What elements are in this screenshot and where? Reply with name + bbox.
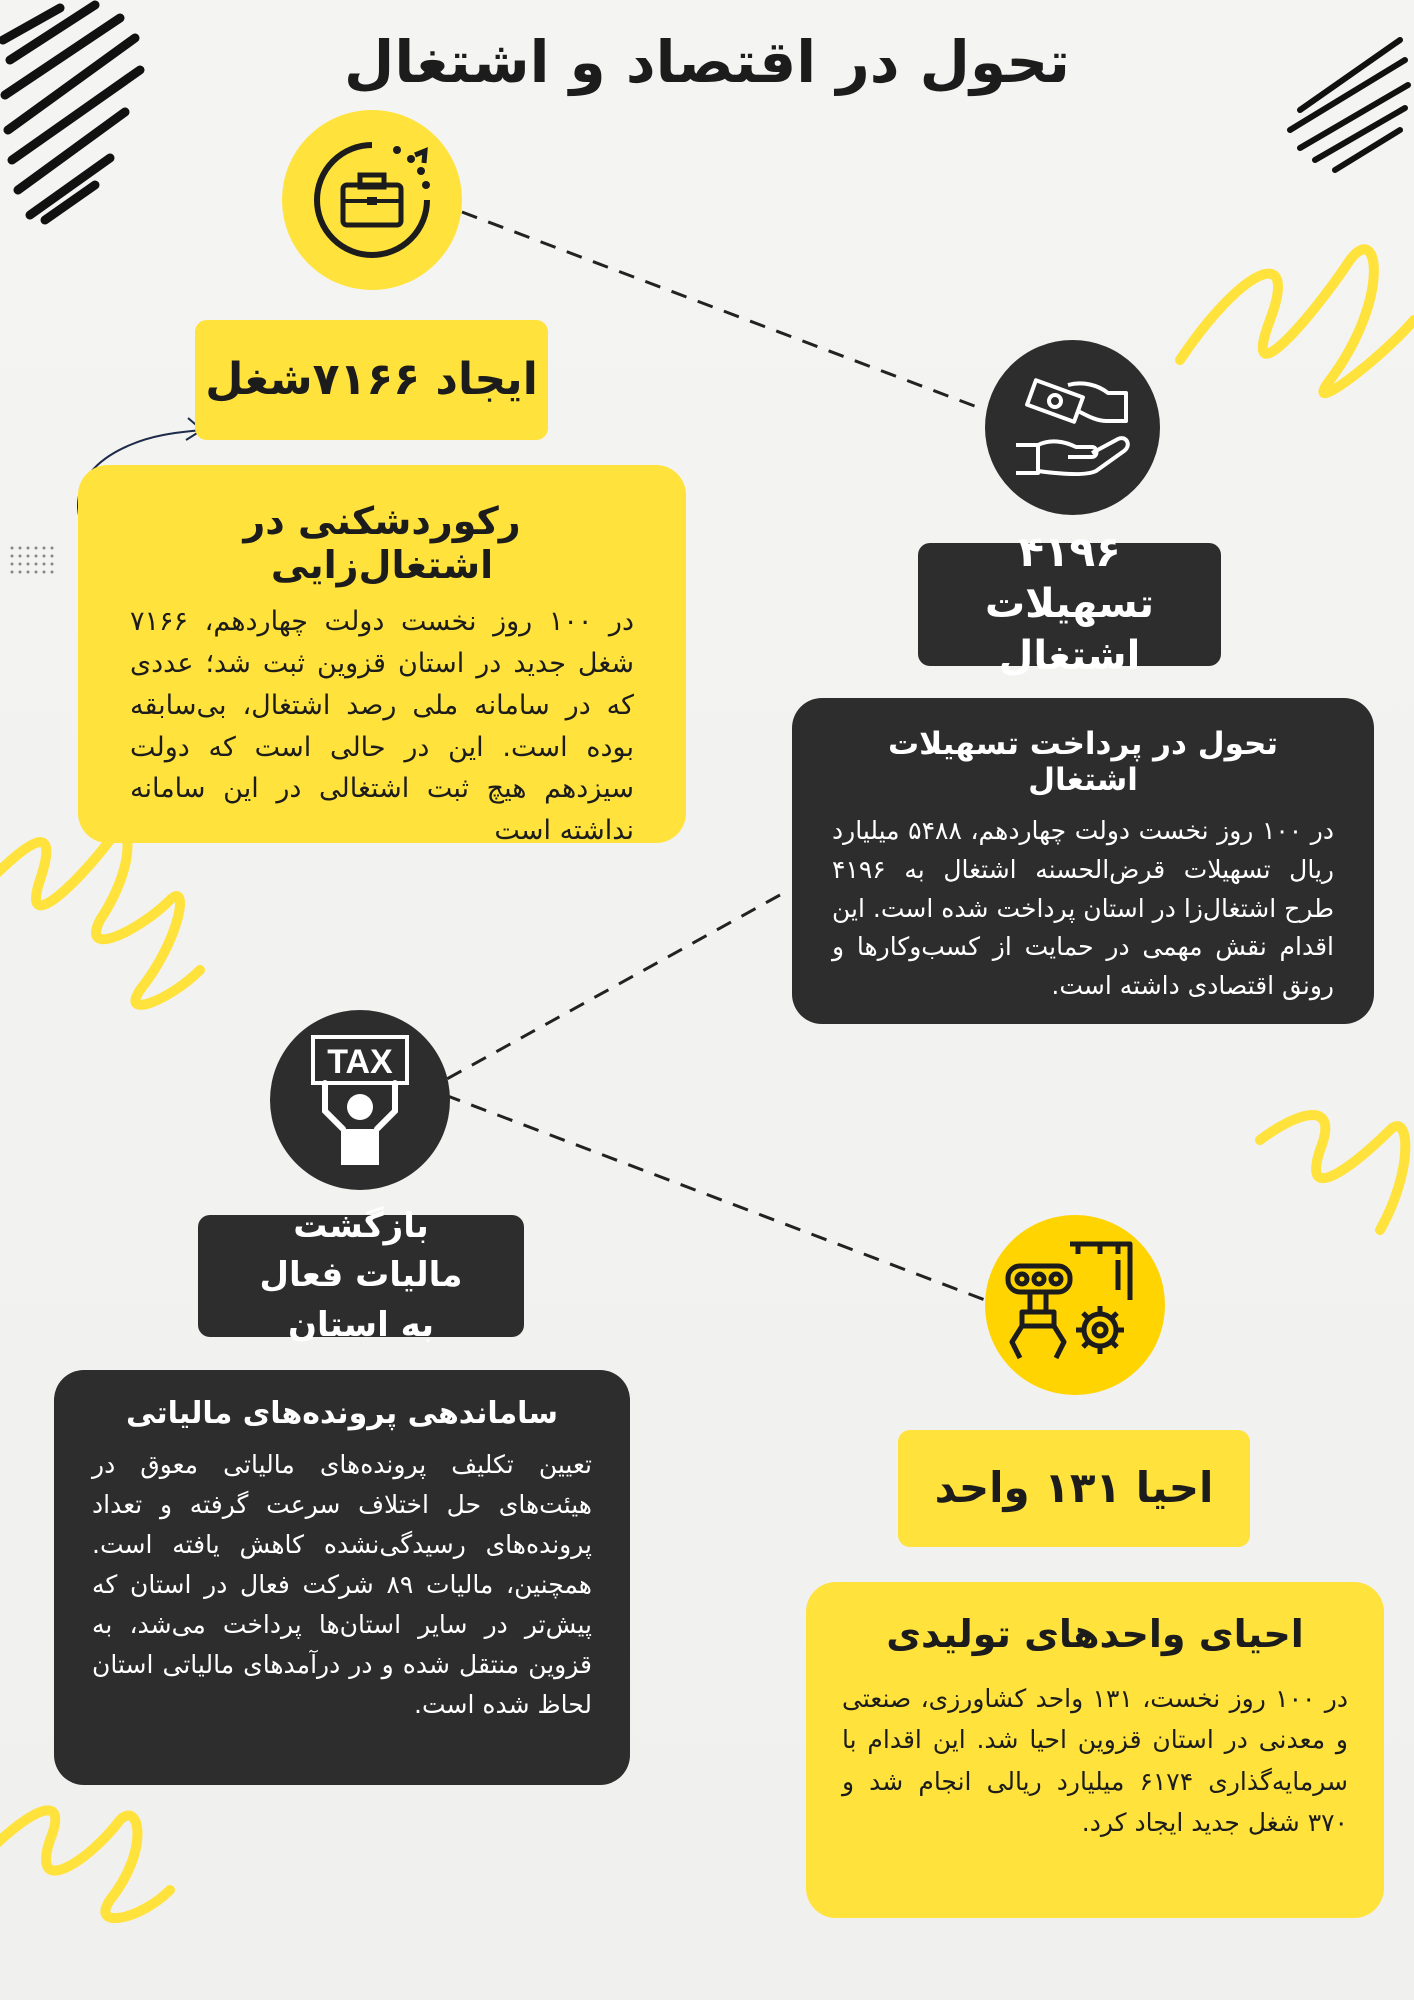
briefcase-cycle-icon [297, 125, 447, 275]
loans-label-number: ۴۱۹۶ [1018, 527, 1121, 577]
tax-card-body: تعیین تکلیف پرونده‌های مالیاتی معوق در هیئت‌های حل اختلاف سرعت گرفته و تعداد پرونده‌های رسیدگی‌نشده کاهش یافته است. همچنین، مالیات ۸۹ شرکت فعال در استان که پیش‌تر در سایر استان‌ها پرداخت می‌شد، به قزوین منتقل شده و در درآمدهای مالیاتی استان لحاظ شده است. [92, 1450, 592, 1719]
dot-grid [11, 547, 54, 574]
yellow-squiggle-right-mid [1260, 1115, 1405, 1230]
revival-card-title: احیای واحدهای تولیدی [886, 1612, 1304, 1656]
revival-card-body: در ۱۰۰ روز نخست، ۱۳۱ واحد کشاورزی، صنعتی و معدنی در استان قزوین احیا شد. این اقدام با سرمایه‌گذاری ۶۱۷۴ میلیارد ریالی انجام شد و ۳۷۰ شغل جدید ایجاد کرد. [842, 1684, 1348, 1837]
revival-label: احیا ۱۳۱ واحد [898, 1430, 1250, 1547]
jobs-icon-circle [282, 110, 462, 290]
tax-card-title: ساماندهی پرونده‌های مالیاتی [126, 1396, 558, 1431]
hand-money-icon [1008, 363, 1138, 493]
yellow-squiggle-left-mid [0, 831, 200, 1005]
loans-icon-circle [985, 340, 1160, 515]
tax-sign-icon [285, 1025, 435, 1175]
page-title: تحول در اقتصاد و اشتغال [344, 28, 1070, 96]
tax-label: بازگشت مالیات فعال به استان [198, 1215, 524, 1337]
loans-card-body: در ۱۰۰ روز نخست دولت چهاردهم، ۵۴۸۸ میلیارد ریال تسهیلات قرض‌الحسنه اشتغال به ۴۱۹۶ طرح اشتغال‌زا در استان پرداخت شده است. این اقدام نقش مهمی در حمایت از کسب‌وکارها و رونق اقتصادی داشته است. [832, 816, 1335, 1000]
tax-sign-text: TAX [327, 1043, 393, 1081]
robot-arm-gear-icon [1000, 1230, 1150, 1380]
jobs-card [78, 465, 686, 847]
yellow-squiggle-left-bottom [0, 1810, 170, 1918]
jobs-card-title: رکوردشکنی در اشتغال‌زایی [243, 499, 521, 587]
tax-icon-circle [270, 1010, 450, 1190]
revival-card [806, 1582, 1384, 1918]
revival-icon-circle [985, 1215, 1165, 1395]
loans-label-text: تسهیلات اشتغال [984, 580, 1155, 679]
loans-card [792, 698, 1374, 1024]
yellow-squiggle-right-top [1180, 249, 1414, 393]
loans-card-title: تحول در پرداخت تسهیلات اشتغال [887, 726, 1279, 798]
loans-label [918, 527, 1221, 679]
jobs-card-body: در ۱۰۰ روز نخست دولت چهاردهم، ۷۱۶۶ شغل جدید در استان قزوین ثبت شد؛ عددی که در سامانه ملی رصد اشتغال، بی‌سابقه بوده است. این در حالی است که دولت سیزدهم هیچ ثبت اشتغالی در این سامانه نداشته است [130, 606, 634, 847]
tax-card [54, 1370, 630, 1785]
jobs-label: ایجاد ۷۱۶۶شغل [195, 320, 548, 440]
